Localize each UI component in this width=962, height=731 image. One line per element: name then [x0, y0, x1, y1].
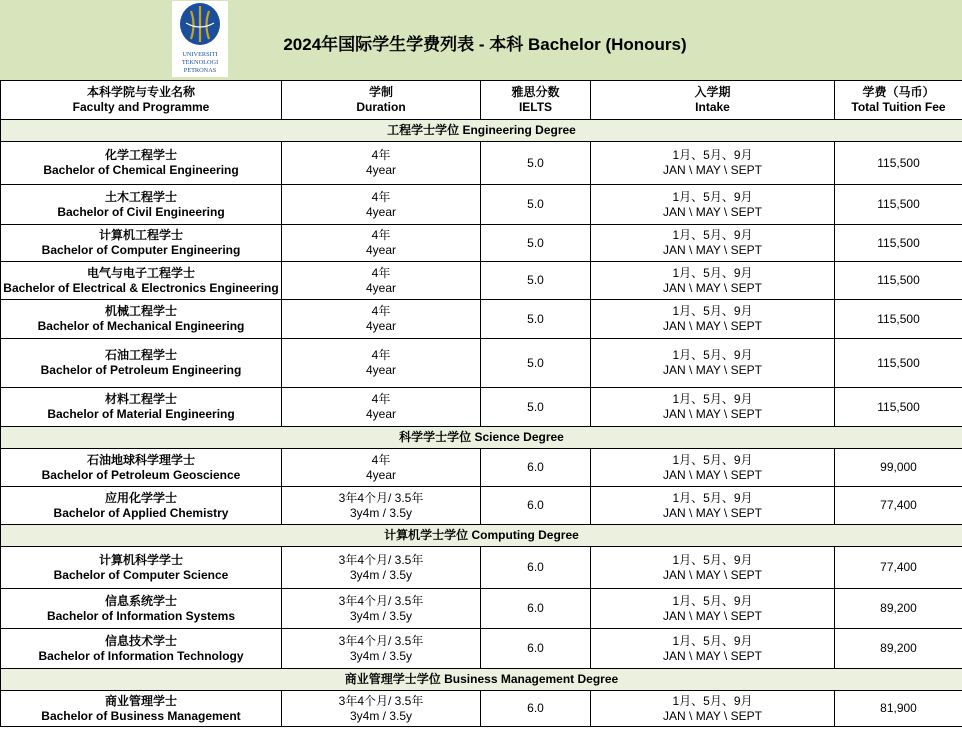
table-body — [1, 120, 962, 727]
logo-text-line: PETRONAS — [183, 67, 217, 74]
fee-cell — [835, 142, 962, 185]
table-row — [1, 589, 962, 629]
duration-cell-text: 3年4个月/ 3.5年 — [338, 693, 424, 708]
table-row — [1, 262, 962, 300]
ielts-cell — [481, 142, 591, 185]
programme-cell — [1, 388, 282, 427]
intake-cell-text: 1月、5月、9月 — [672, 265, 753, 280]
duration-cell-text: 4year — [365, 243, 397, 257]
duration-cell — [282, 589, 481, 629]
fee-cell — [835, 185, 962, 225]
duration-cell-text: 3年4个月/ 3.5年 — [338, 593, 424, 608]
fee-cell — [835, 300, 962, 339]
duration-cell — [282, 449, 481, 487]
duration-cell — [282, 339, 481, 388]
programme-cell-text: 土木工程学士 — [104, 189, 177, 204]
intake-cell-text: 1月、5月、9月 — [672, 304, 753, 318]
programme-cell-text: 机械工程学士 — [104, 304, 177, 318]
page-header — [0, 0, 962, 81]
intake-cell-text: 1月、5月、9月 — [672, 490, 753, 505]
intake-cell-text: JAN \ MAY \ SEPT — [663, 319, 762, 333]
ielts-cell-text: 6.0 — [527, 560, 544, 574]
duration-cell-text: 4年 — [371, 304, 391, 318]
intake-cell — [591, 589, 835, 629]
intake-cell-text: JAN \ MAY \ SEPT — [663, 204, 762, 219]
duration-cell-text: 3年4个月/ 3.5年 — [338, 633, 424, 648]
programme-cell — [1, 142, 282, 185]
fee-cell — [835, 547, 962, 589]
duration-cell — [282, 691, 481, 727]
programme-cell-text: Bachelor of Petroleum Geoscience — [41, 467, 241, 482]
programme-cell-text: Bachelor of Petroleum Engineering — [40, 363, 242, 377]
table-row — [1, 449, 962, 487]
section-title: 计算机学士学位 Computing Degree — [1, 525, 962, 547]
section-row — [1, 427, 962, 449]
intake-cell — [591, 262, 835, 300]
intake-cell-text: 1月、5月、9月 — [672, 593, 753, 608]
fee-cell-text: 99,000 — [880, 460, 917, 474]
programme-cell — [1, 691, 282, 727]
ielts-cell — [481, 691, 591, 727]
ielts-cell-text: 5.0 — [527, 235, 544, 250]
ielts-cell — [481, 629, 591, 669]
fee-cell-text: 77,400 — [880, 560, 917, 574]
fee-cell-text: 115,500 — [877, 273, 920, 287]
table-row — [1, 225, 962, 262]
duration-cell-text: 3y4m / 3.5y — [349, 708, 413, 723]
intake-cell — [591, 487, 835, 525]
fee-cell-text: 89,200 — [880, 641, 917, 655]
table-row — [1, 300, 962, 339]
intake-cell-text: JAN \ MAY \ SEPT — [663, 467, 762, 482]
programme-cell-text: 材料工程学士 — [104, 392, 177, 406]
duration-cell-text: 4年 — [371, 452, 391, 467]
ielts-cell-text: 5.0 — [527, 311, 544, 326]
table-row — [1, 142, 962, 185]
fee-cell-text: 115,500 — [877, 399, 920, 414]
table-row — [1, 185, 962, 225]
programme-cell-text: Bachelor of Applied Chemistry — [53, 505, 229, 520]
programme-cell — [1, 629, 282, 669]
fee-cell — [835, 339, 962, 388]
programme-cell-text: 信息系统学士 — [104, 593, 177, 608]
duration-cell-text: 4year — [365, 319, 397, 333]
intake-cell — [591, 691, 835, 727]
intake-cell — [591, 388, 835, 427]
intake-cell-text: JAN \ MAY \ SEPT — [663, 243, 762, 257]
intake-cell — [591, 339, 835, 388]
duration-cell-text: 4year — [365, 467, 397, 482]
ielts-cell — [481, 547, 591, 589]
programme-cell — [1, 225, 282, 262]
ielts-cell — [481, 388, 591, 427]
section-row — [1, 669, 962, 691]
duration-cell-text: 4年 — [371, 189, 391, 204]
fee-cell-text: 115,500 — [877, 197, 920, 211]
duration-cell-text: 4年 — [371, 148, 391, 162]
ielts-cell-text: 6.0 — [527, 601, 544, 615]
intake-cell — [591, 185, 835, 225]
programme-cell-text: Bachelor of Information Technology — [38, 648, 244, 663]
programme-cell-text: Bachelor of Material Engineering — [47, 407, 235, 421]
table-row — [1, 691, 962, 727]
fee-cell-text: 115,500 — [877, 235, 920, 250]
logo-text-line: UNIVERSITI — [182, 51, 218, 58]
table-row — [1, 388, 962, 427]
table-row — [1, 547, 962, 589]
intake-cell-text: 1月、5月、9月 — [672, 348, 753, 362]
duration-cell-text: 4year — [365, 204, 397, 219]
programme-cell-text: Bachelor of Civil Engineering — [57, 204, 225, 219]
ielts-cell-text: 6.0 — [527, 498, 544, 512]
duration-cell-text: 3y4m / 3.5y — [349, 648, 413, 663]
column-header-programme: 本科学院与专业名称 Faculty and Programme — [1, 81, 282, 120]
intake-cell-text: JAN \ MAY \ SEPT — [663, 608, 762, 623]
column-header-duration: 学制 Duration — [282, 81, 481, 120]
duration-cell-text: 4year — [365, 407, 397, 421]
intake-cell — [591, 449, 835, 487]
intake-cell-text: JAN \ MAY \ SEPT — [663, 708, 762, 723]
programme-cell-text: 石油地球科学理学士 — [86, 452, 195, 467]
fee-cell-text: 115,500 — [877, 155, 920, 170]
intake-cell-text: JAN \ MAY \ SEPT — [663, 648, 762, 663]
programme-cell-text: Bachelor of Mechanical Engineering — [37, 319, 245, 333]
fee-cell — [835, 225, 962, 262]
programme-cell-text: 商业管理学士 — [104, 693, 177, 708]
intake-cell-text: JAN \ MAY \ SEPT — [663, 505, 762, 520]
section-title: 科学学士学位 Science Degree — [1, 427, 962, 449]
programme-cell — [1, 185, 282, 225]
duration-cell — [282, 388, 481, 427]
programme-cell-text: 石油工程学士 — [104, 348, 177, 362]
duration-cell-text: 4年 — [371, 228, 391, 242]
duration-cell — [282, 487, 481, 525]
programme-cell-text: Bachelor of Computer Science — [53, 567, 229, 582]
fee-cell — [835, 487, 962, 525]
programme-cell-text: 计算机科学学士 — [98, 552, 183, 567]
programme-cell — [1, 339, 282, 388]
duration-cell-text: 3年4个月/ 3.5年 — [338, 490, 424, 505]
ielts-cell — [481, 589, 591, 629]
section-title: 商业管理学士学位 Business Management Degree — [1, 669, 962, 691]
programme-cell-text: Bachelor of Electrical & Electronics Engineering — [3, 280, 279, 295]
duration-cell-text: 4year — [365, 163, 397, 177]
intake-cell-text: 1月、5月、9月 — [672, 552, 753, 567]
page-title: 2024年国际学生学费列表 - 本科 Bachelor (Honours) — [283, 35, 687, 54]
ielts-cell-text: 6.0 — [527, 701, 544, 715]
intake-cell-text: 1月、5月、9月 — [672, 189, 753, 204]
ielts-cell — [481, 262, 591, 300]
intake-cell-text: 1月、5月、9月 — [672, 148, 753, 162]
intake-cell-text: 1月、5月、9月 — [672, 228, 753, 242]
logo-text-line: TEKNOLOGI — [181, 59, 219, 66]
intake-cell-text: JAN \ MAY \ SEPT — [663, 163, 762, 177]
duration-cell-text: 3y4m / 3.5y — [349, 608, 413, 623]
column-header-ielts: 雅思分数 IELTS — [481, 81, 591, 120]
duration-cell-text: 3年4个月/ 3.5年 — [338, 552, 424, 567]
ielts-cell — [481, 339, 591, 388]
duration-cell — [282, 300, 481, 339]
duration-cell — [282, 142, 481, 185]
duration-cell-text: 4year — [365, 363, 397, 377]
ielts-cell-text: 5.0 — [527, 273, 544, 287]
table-row — [1, 339, 962, 388]
table-row — [1, 629, 962, 669]
ielts-cell-text: 5.0 — [527, 197, 544, 211]
programme-cell-text: Bachelor of Information Systems — [46, 608, 236, 623]
programme-cell — [1, 487, 282, 525]
table-header-row — [1, 81, 962, 120]
programme-cell — [1, 262, 282, 300]
duration-cell-text: 3y4m / 3.5y — [349, 505, 413, 520]
intake-cell-text: 1月、5月、9月 — [672, 633, 753, 648]
programme-cell-text: 化学工程学士 — [104, 148, 177, 162]
fee-cell — [835, 262, 962, 300]
fee-cell — [835, 629, 962, 669]
intake-cell-text: 1月、5月、9月 — [672, 693, 753, 708]
programme-cell-text: 信息技术学士 — [104, 633, 177, 648]
ielts-cell — [481, 487, 591, 525]
intake-cell — [591, 547, 835, 589]
fee-cell — [835, 589, 962, 629]
programme-cell-text: Bachelor of Business Management — [41, 708, 241, 723]
intake-cell — [591, 300, 835, 339]
ielts-cell — [481, 449, 591, 487]
ielts-cell-text: 6.0 — [527, 641, 544, 655]
duration-cell — [282, 629, 481, 669]
intake-cell-text: JAN \ MAY \ SEPT — [663, 280, 762, 295]
fee-cell-text: 81,900 — [880, 701, 917, 715]
programme-cell-text: 应用化学学士 — [104, 490, 177, 505]
fee-cell — [835, 691, 962, 727]
duration-cell-text: 4year — [365, 280, 397, 295]
programme-cell-text: Bachelor of Computer Engineering — [41, 243, 241, 257]
programme-cell — [1, 589, 282, 629]
fee-cell-text: 89,200 — [880, 601, 917, 615]
fee-cell-text: 77,400 — [880, 498, 917, 512]
programme-cell — [1, 449, 282, 487]
ielts-cell-text: 5.0 — [527, 155, 544, 170]
ielts-cell — [481, 300, 591, 339]
ielts-cell — [481, 185, 591, 225]
intake-cell-text: 1月、5月、9月 — [672, 392, 753, 406]
duration-cell — [282, 225, 481, 262]
intake-cell — [591, 142, 835, 185]
intake-cell-text: JAN \ MAY \ SEPT — [663, 407, 762, 421]
fee-cell-text: 115,500 — [877, 311, 920, 326]
duration-cell — [282, 547, 481, 589]
section-row — [1, 120, 962, 142]
programme-cell-text: Bachelor of Chemical Engineering — [43, 163, 239, 177]
intake-cell — [591, 629, 835, 669]
duration-cell-text: 3y4m / 3.5y — [349, 567, 413, 582]
programme-cell — [1, 547, 282, 589]
duration-cell — [282, 262, 481, 300]
table-row — [1, 487, 962, 525]
intake-cell — [591, 225, 835, 262]
fee-cell — [835, 449, 962, 487]
section-row — [1, 525, 962, 547]
programme-cell-text: 计算机工程学士 — [98, 228, 183, 242]
fee-cell — [835, 388, 962, 427]
ielts-cell — [481, 225, 591, 262]
tuition-table — [0, 80, 962, 727]
programme-cell — [1, 300, 282, 339]
column-header-intake: 入学期 Intake — [591, 81, 835, 120]
ielts-cell-text: 5.0 — [527, 355, 544, 370]
section-title: 工程学士学位 Engineering Degree — [1, 120, 962, 142]
column-header-fee: 学费（马币） Total Tuition Fee — [835, 81, 962, 120]
duration-cell — [282, 185, 481, 225]
ielts-cell-text: 6.0 — [527, 460, 544, 474]
intake-cell-text: JAN \ MAY \ SEPT — [663, 363, 762, 377]
duration-cell-text: 4年 — [371, 392, 391, 406]
duration-cell-text: 4年 — [371, 348, 391, 362]
programme-cell-text: 电气与电子工程学士 — [86, 265, 195, 280]
intake-cell-text: 1月、5月、9月 — [672, 452, 753, 467]
intake-cell-text: JAN \ MAY \ SEPT — [663, 567, 762, 582]
fee-cell-text: 115,500 — [877, 355, 920, 370]
ielts-cell-text: 5.0 — [527, 399, 544, 414]
duration-cell-text: 4年 — [371, 265, 391, 280]
